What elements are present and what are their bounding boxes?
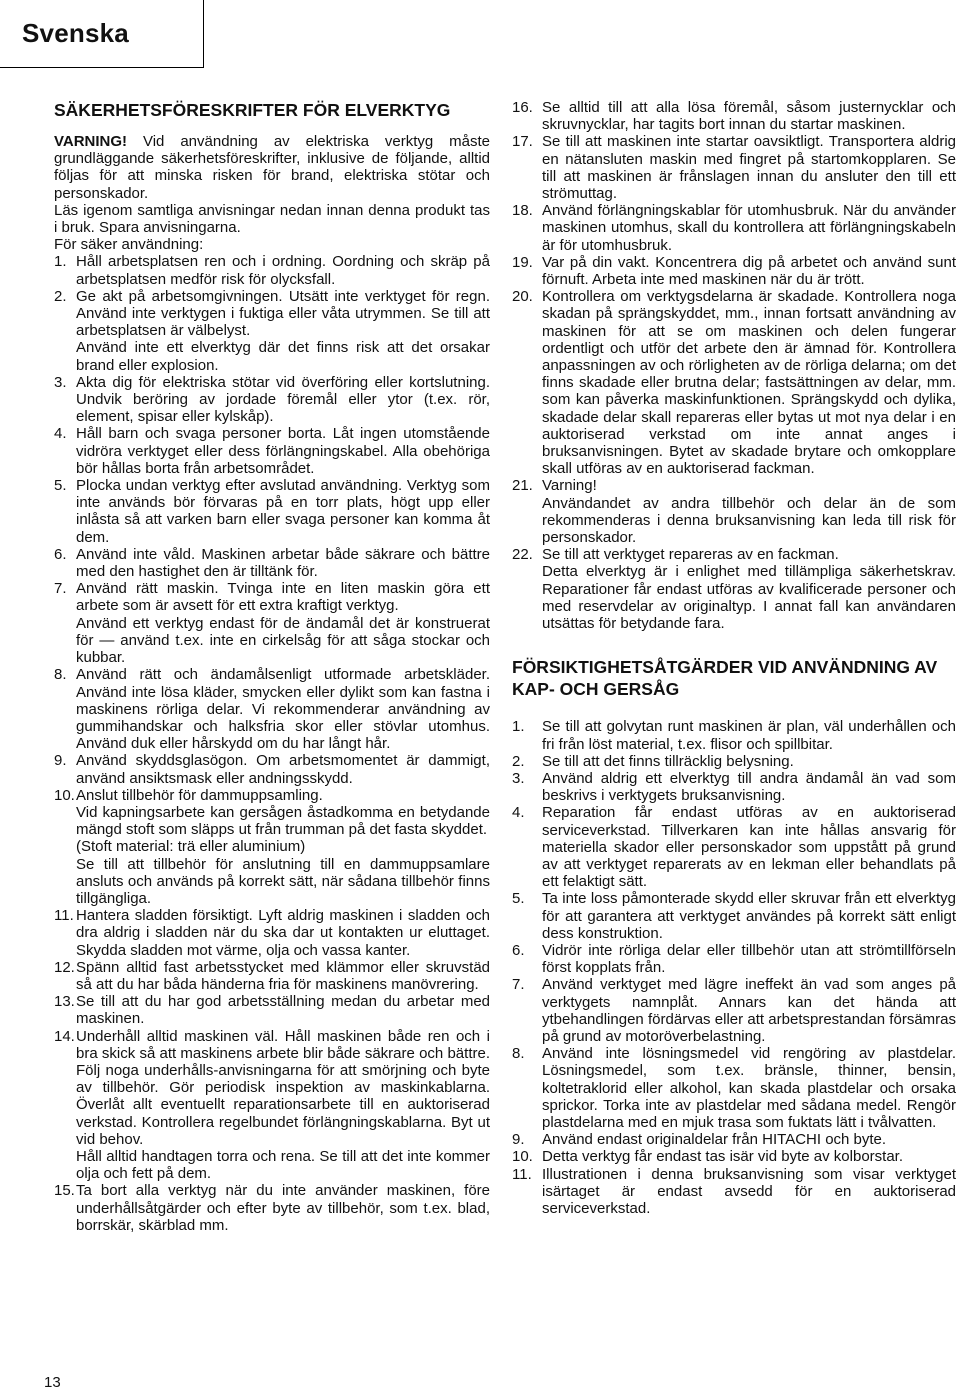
item-text: Använd aldrig ett elverktyg till andra ändamål än vad som beskrivs i verktygets bruksanvisning. xyxy=(542,769,956,805)
safety-rule-item xyxy=(512,288,956,477)
item-text: Håll barn och svaga personer borta. Låt ingen utomstående vidröra verktyget eller dess förlängningskabel. Alla obehöriga bör hållas borta från arbetsområdet. xyxy=(76,425,490,477)
item-text: Använd endast originaldelar från HITACHI och byte. xyxy=(542,1131,887,1149)
item-number: 7. xyxy=(54,580,67,598)
safety-rule-item xyxy=(54,1182,490,1234)
item-text: Se alltid till att alla lösa föremål, såsom justernycklar och skruvnycklar, har tagits bort innan du startar maskinen. xyxy=(542,99,956,134)
item-text: Akta dig för elektriska stötar vid överföring eller kortslutning. Undvik beröring av jordade föremål eller ytor (t.ex. rör, element, spisar eller kylskåp). xyxy=(76,373,490,426)
saw-precaution-item xyxy=(512,976,956,1045)
item-number: 17. xyxy=(512,133,533,151)
item-text: Detta elverktyg är i enlighet med tillämpliga säkerhetskrav. Reparationer får endast utföras av kvalificerade personer och med reservdelar av originaltyp. I annat fall kan användaren utsättas för betydande fara. xyxy=(542,563,956,633)
warning-text: Vid användning av elektriska verktyg måste grundläggande säkerhetsföreskrifter, inklusive de följande, alltid följas för att minska risken för brand, elektriska stötar och personskador. xyxy=(54,133,490,202)
item-text: Använd inte våld. Maskinen arbetar både säkrare och bättre med den hastighet den är tilltänk för. xyxy=(76,545,490,581)
warning-label: VARNING! xyxy=(54,133,128,150)
item-text: Spänn alltid fast arbetsstycket med klämmor eller skruvstäd så att du har båda händerna fria för maskinens manövrering. xyxy=(76,958,490,993)
safety-rules-heading: SÄKERHETSFÖRESKRIFTER FÖR ELVERKTYG xyxy=(54,100,451,120)
item-text: Illustrationen i denna bruksanvisning som visar verktyget isärtaget är endast avsedd för en auktoriserad serviceverkstad. xyxy=(542,1165,956,1217)
item-text: Underhåll alltid maskinen väl. Håll maskinen både ren och i bra skick så att maskinens arbete blir både säkrare och bättre. Följ noga underhålls-anvisningarna för att smörjning och byte av tillbehör. Gör periodisk inspektion av maskinkablarna. Överlåt allt eventuellt reparationsarbete till en auktoriserad verkstad. Kontrollera regelbundet förlängningskablarna. Byt ut vid behov. xyxy=(76,1027,490,1148)
safety-rule-item xyxy=(512,133,956,202)
saw-precaution-item xyxy=(512,1166,956,1218)
item-number: 16. xyxy=(512,99,533,116)
right-column xyxy=(512,99,956,1217)
item-number: 19. xyxy=(512,253,533,271)
item-number: 3. xyxy=(512,769,525,787)
safety-rule-item xyxy=(54,288,490,374)
saw-precaution-item xyxy=(512,1045,956,1131)
item-number: 9. xyxy=(54,752,67,770)
item-number: 5. xyxy=(512,890,525,908)
read-instructions-text: Läs igenom samtliga anvisningar nedan innan denna produkt tas i bruk. Spara anvisningarna. xyxy=(54,201,490,237)
safety-rule-item xyxy=(512,254,956,288)
item-number: 13. xyxy=(54,993,75,1011)
item-text: Ta inte loss påmonterade skydd eller skruvar från ett elverktyg för att garantera att verktyget användes på korrekt sätt enligt dess konstruktion. xyxy=(542,890,956,942)
saw-precaution-item xyxy=(512,770,956,804)
safety-rule-item xyxy=(54,993,490,1027)
item-number: 8. xyxy=(512,1045,525,1063)
item-text: Håll arbetsplatsen ren och i ordning. Oordning och skräp på arbetsplatsen medför risk för olycksfall. xyxy=(76,253,490,288)
item-text: Ta bort alla verktyg när du inte använder maskinen, före underhållsåtgärder och efter byte av tillbehör, som t.ex. blad, borrskär, skärblad mm. xyxy=(76,1182,490,1234)
saw-precaution-item xyxy=(512,1131,956,1148)
item-text: Använd förlängningskablar för utomhusbruk. När du använder maskinen utomhus, skall du kontrollera att förlängningskabeln är för utomhusbruk. xyxy=(542,202,956,254)
left-column xyxy=(54,100,490,1234)
item-text: Se till att det finns tillräcklig belysning. xyxy=(542,752,794,770)
item-text: Var på din vakt. Koncentrera dig på arbetet och använd sunt förnuft. Arbeta inte med maskinen när du är trött. xyxy=(542,253,956,289)
safety-rule-item xyxy=(54,425,490,477)
item-text: Vid kapningsarbete kan gersågen åstadkomma en betydande mängd stoft som släpps ut från trumman på det fasta skyddet. xyxy=(76,803,490,839)
item-text: Ge akt på arbetsomgivningen. Utsätt inte verktyget för regn. Använd inte verktygen i fuktiga eller våta utrymmen. Se till att arbetsplatsen är välbelyst. xyxy=(76,287,490,340)
saw-precaution-item xyxy=(512,753,956,770)
item-number: 10. xyxy=(512,1148,533,1166)
item-text: Använd inte ett elverktyg där det finns risk att det orsakar brand eller explosion. xyxy=(76,339,490,374)
item-text: Detta verktyg får endast tas isär vid byte av kolborstar. xyxy=(542,1148,903,1166)
saw-precaution-item xyxy=(512,718,956,752)
safety-rule-item xyxy=(54,752,490,786)
safety-rule-item xyxy=(54,374,490,426)
safety-rule-item xyxy=(54,666,490,752)
item-number: 20. xyxy=(512,288,533,306)
item-number: 11. xyxy=(512,1165,532,1183)
item-text: Använd rätt och ändamålsenligt utformade arbetskläder. Använd inte lösa kläder, smycken eller dylikt som kan fastna i maskinens rörliga delar. Vi rekommenderar användning av gummihandskar och halksfria skor eller stövlar utomhus. Använd duk eller hårskydd om du har långt hår. xyxy=(76,666,490,753)
item-number: 3. xyxy=(54,373,67,391)
safety-rule-item xyxy=(512,99,956,133)
item-text: Vidrör inte rörliga delar eller tillbehör utan att strömtillförseln först kopplats från. xyxy=(542,941,956,977)
item-number: 6. xyxy=(54,545,67,563)
safety-rule-item xyxy=(54,546,490,580)
item-number: 9. xyxy=(512,1131,525,1149)
item-text: Se till att du har god arbetsställning medan du arbetar med maskinen. xyxy=(76,993,490,1028)
language-tab xyxy=(0,0,204,68)
item-number: 4. xyxy=(54,425,67,443)
item-text: Se till att verktyget repareras av en fackman. xyxy=(542,546,839,564)
safety-rule-item xyxy=(512,546,956,632)
item-number: 2. xyxy=(512,752,525,770)
item-text: Hantera sladden försiktigt. Lyft aldrig maskinen i sladden och dra aldrig i sladden när du ska dar ut kontakten ur eluttaget. Skydda sladden mot värme, olja och vassa kanter. xyxy=(76,907,490,959)
safety-rule-item xyxy=(54,959,490,993)
item-text: Se till att golvytan runt maskinen är plan, väl underhållen och fri från löst material, t.ex. flisor och spillbitar. xyxy=(542,718,956,753)
item-number: 10. xyxy=(54,786,75,804)
item-number: 21. xyxy=(512,477,533,495)
item-text: Håll alltid handtagen torra och rena. Se till att det inte kommer olja och fett på dem. xyxy=(76,1147,490,1183)
item-number: 1. xyxy=(512,718,525,736)
item-number: 2. xyxy=(54,287,67,305)
item-number: 22. xyxy=(512,546,533,564)
safety-rules-list-continued xyxy=(512,99,956,632)
item-text: Kontrollera om verktygsdelarna är skadade. Kontrollera noga skadan på sprängskyddet, mm., innan fortsatt användning av maskinen för att se om maskinen och delen fungerar ordentligt och utför det arbete den är ämnad för. Kontrollera anpassningen av och rörligheten av de rörliga delarna; om det finns skadade eller brutna delar; fastsättningen av delar, mm. som kan påverka maskinfunktionen. Sprängskydd och dylika, skadade delar skall repareras eller bytas ut mot nya delar i en auktoriserad verkstad om inte annat anges i bruksanvisningen. Bytet av skadade brytare och omkopplare skall utföras av en auktoriserad fackman. xyxy=(542,288,956,478)
safety-rule-item xyxy=(54,907,490,959)
item-text: Anslut tillbehör för dammuppsamling. xyxy=(76,786,323,804)
item-text: Varning! xyxy=(542,477,597,495)
item-number: 18. xyxy=(512,202,533,220)
safety-rule-item xyxy=(54,580,490,666)
saw-precaution-item xyxy=(512,1148,956,1165)
item-text: Använd inte lösningsmedel vid rengöring av plastdelar. Lösningsmedel, som t.ex. bränsle, thinner, bensin, koltetraklorid eller alkohol, kan skada plastdelar och orsaka sprickor. Torka inte av plastdelar med sådana medel. Rengör plastdelarna med en mjuk trasa som fuktats lätt i tvålvatten. xyxy=(542,1045,956,1131)
item-number: 7. xyxy=(512,976,525,994)
item-text: Använd verktyget med lägre ineffekt än vad som anges på verktygets namnplåt. Annars kan det hända att ytbehandlingen fördärvas eller att arbetsprestandan försämras på grund av motoröverbelastning. xyxy=(542,976,956,1045)
item-number: 4. xyxy=(512,804,525,822)
item-text: Användandet av andra tillbehör och delar än de som rekommenderas i denna bruksanvisning kan leda till risk för personskador. xyxy=(542,494,956,547)
saw-precaution-item xyxy=(512,942,956,976)
language-label: Svenska xyxy=(22,18,129,48)
safety-rule-item xyxy=(54,787,490,907)
saw-precautions-heading: FÖRSIKTIGHETSÅTGÄRDER VID ANVÄNDNING AV KAP- OCH GERSÅG xyxy=(512,657,938,700)
saw-precautions-list xyxy=(512,718,956,1217)
safe-use-label: För säker användning: xyxy=(54,236,204,254)
safety-rule-item xyxy=(54,1028,490,1183)
item-number: 6. xyxy=(512,941,525,959)
item-text: Använd skyddsglasögon. Om arbetsmomentet är dammigt, använd ansiktsmask eller andningsskydd. xyxy=(76,752,490,787)
item-text: Plocka undan verktyg efter avslutad användning. Verktyg som inte används bör förvaras på en torr plats, högt upp eller inlåsta så att varken barn eller svaga personer kan komma åt dem. xyxy=(76,477,490,546)
safety-rules-list xyxy=(54,253,490,1234)
item-number: 8. xyxy=(54,666,67,684)
item-number: 15. xyxy=(54,1182,75,1200)
safety-rule-item xyxy=(512,477,956,546)
item-number: 11. xyxy=(54,907,74,925)
saw-precaution-item xyxy=(512,890,956,942)
item-text: Använd rätt maskin. Tvinga inte en liten maskin göra ett arbete som är avsett för ett extra kraftigt verktyg. xyxy=(76,580,490,615)
page-number: 13 xyxy=(44,1374,61,1391)
item-text: Använd ett verktyg endast för de ändamål det är konstruerat för — använd t.ex. inte en cirkelsåg för att såga stockar och kubbar. xyxy=(76,614,490,667)
warning-paragraph xyxy=(54,133,490,202)
item-number: 1. xyxy=(54,253,67,271)
item-text: Se till att tillbehör för anslutning till en dammuppsamlare ansluts och används på korrekt sätt, när sådana tillbehör finns tillgängliga. xyxy=(76,855,490,907)
item-number: 12. xyxy=(54,958,75,976)
safety-rule-item xyxy=(54,477,490,546)
safety-rule-item xyxy=(512,202,956,254)
item-number: 5. xyxy=(54,477,67,495)
item-text: (Stoft material: trä eller aluminium) xyxy=(76,838,306,856)
safety-rule-item xyxy=(54,253,490,287)
item-number: 14. xyxy=(54,1027,75,1045)
item-text: Se till att maskinen inte startar oavsiktligt. Transportera aldrig en nätansluten maskin med fingret på startomkopplaren. Se till att maskinen är frånslagen innan du ansluter den till ett strömuttag. xyxy=(542,133,956,203)
item-text: Reparation får endast utföras av en auktoriserad serviceverkstad. Tillverkaren kan inte hållas ansvarig för materiella skador eller personskador som uppstått på grund av att verktyget reparerats av en lekman eller behandlats på ett felaktigt sätt. xyxy=(542,804,956,891)
saw-precaution-item xyxy=(512,804,956,890)
